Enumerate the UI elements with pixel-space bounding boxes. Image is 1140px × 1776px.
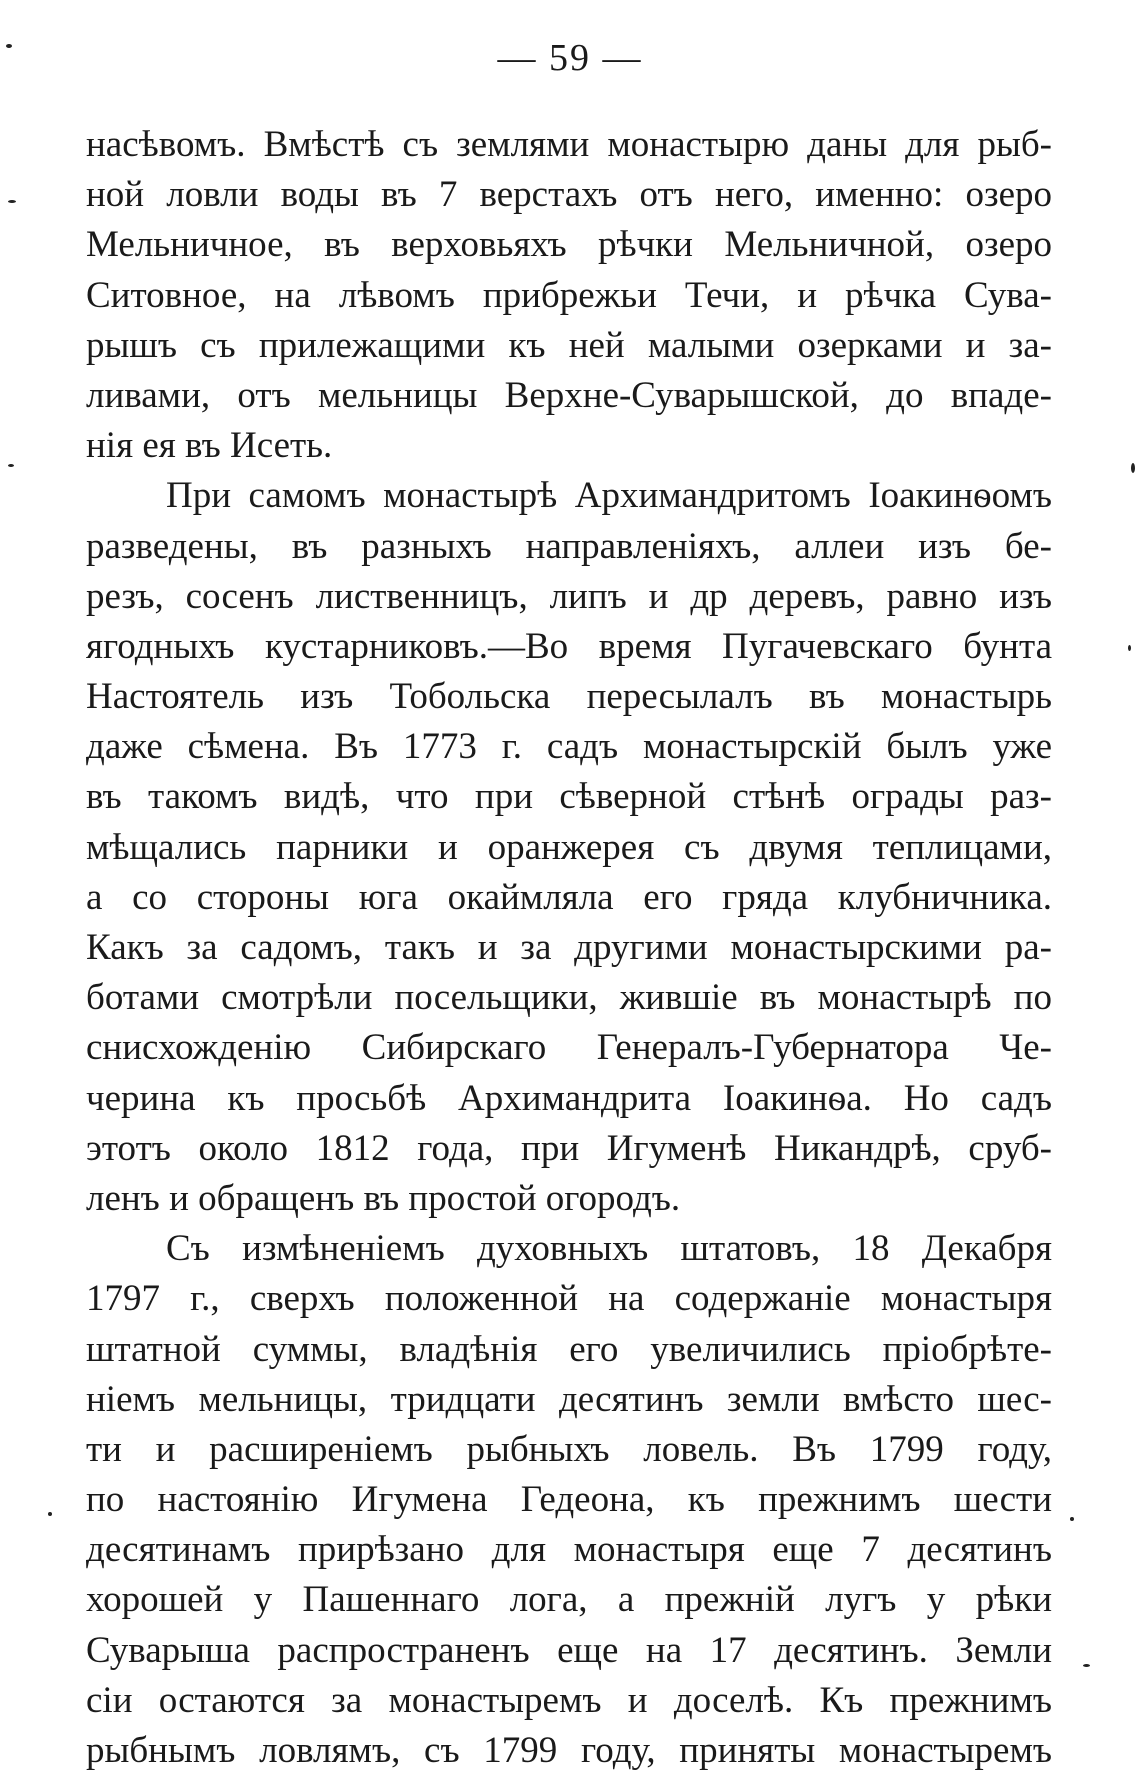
text-line: Суварыша распространенъ еще на 17 десятинъ. Земли <box>86 1629 1052 1671</box>
text-line: мѣщались парники и оранжерея съ двумя теплицами, <box>86 826 1052 868</box>
text-line: хорошей у Пашеннаго лога, а прежній лугъ у рѣки <box>86 1579 1052 1621</box>
scan-speck <box>8 200 16 203</box>
text-line: насѣвомъ. Вмѣстѣ съ землями монастырю даны для рыб- <box>86 124 1052 165</box>
text-line: десятинамъ прирѣзано для монастыря еще 7 десятинъ <box>86 1529 1052 1571</box>
scan-speck <box>6 44 12 48</box>
scan-speck <box>1131 463 1135 473</box>
text-line: штатной суммы, владѣнія его увеличились пріобрѣте- <box>86 1328 1052 1370</box>
text-line: ботами смотрѣли посельщики, жившіе въ монастырѣ по <box>86 977 1052 1019</box>
text-line: даже сѣмена. Въ 1773 г. садъ монастырскій былъ уже <box>86 726 1052 768</box>
paragraph-1 <box>86 120 1052 471</box>
text-line: по настоянію Игумена Гедеона, къ прежнимъ шести <box>86 1479 1052 1521</box>
paragraph-3 <box>86 1224 1052 1776</box>
text-line: разведены, въ разныхъ направленіяхъ, аллеи изъ бе- <box>86 525 1052 567</box>
text-line: Ситовное, на лѣвомъ прибрежьи Течи, и рѣчка Сува- <box>86 274 1052 316</box>
text-line: При самомъ монастырѣ Архимандритомъ Іоакинѳомъ <box>166 475 1052 517</box>
text-line: черина къ просьбѣ Архимандрита Іоакинѳа. Но садъ <box>86 1077 1052 1119</box>
text-line: рыбнымъ ловлямъ, съ 1799 году, приняты монастыремъ <box>86 1730 1052 1771</box>
scan-speck <box>48 1512 52 1516</box>
text-line: Съ измѣненіемъ духовныхъ штатовъ, 18 Декабря <box>166 1228 1052 1270</box>
paragraph-2 <box>86 471 1052 1224</box>
text-line: ягодныхъ кустарниковъ.—Во время Пугачевскаго бунта <box>86 625 1052 667</box>
text-line: Какъ за садомъ, такъ и за другими монастырскими ра- <box>86 927 1052 968</box>
text-line: ливами, отъ мельницы Верхне-Суварышской, до впаде- <box>86 374 1052 416</box>
text-line: ти и расширеніемъ рыбныхъ ловель. Въ 1799 году, <box>86 1428 1052 1470</box>
text-line: въ такомъ видѣ, что при сѣверной стѣнѣ ограды раз- <box>86 776 1052 818</box>
text-line: рышъ съ прилежащими къ ней малыми озерками и за- <box>86 324 1052 366</box>
text-line: нія ея въ Исеть. <box>86 425 333 467</box>
text-line: сіи остаются за монастыремъ и доселѣ. Къ прежнимъ <box>86 1679 1052 1721</box>
text-line: ленъ и обращенъ въ простой огородъ. <box>86 1177 681 1219</box>
text-body <box>86 120 1052 1776</box>
scan-speck <box>8 464 14 467</box>
text-line: ной ловли воды въ 7 верстахъ отъ него, именно: озеро <box>86 174 1052 216</box>
text-line: резъ, сосенъ лиственницъ, липъ и др деревъ, равно изъ <box>86 575 1052 617</box>
text-line: этотъ около 1812 года, при Игуменѣ Никандрѣ, сруб- <box>86 1127 1052 1169</box>
scan-speck <box>1128 645 1131 651</box>
text-line: снисхожденію Сибирскаго Генералъ-Губернатора Че- <box>86 1027 1052 1069</box>
text-line: Мельничное, въ верховьяхъ рѣчки Мельничной, озеро <box>86 224 1052 266</box>
text-line: 1797 г., сверхъ положенной на содержаніе монастыря <box>86 1278 1052 1320</box>
scan-speck <box>1070 1517 1074 1521</box>
page-number: — 59 — <box>497 37 643 79</box>
scan-speck <box>1083 1664 1090 1667</box>
text-line: Настоятель изъ Тобольска пересылалъ въ монастырь <box>86 676 1052 718</box>
text-line: ніемъ мельницы, тридцати десятинъ земли вмѣсто шес- <box>86 1378 1052 1420</box>
text-line: а со стороны юга окаймляла его гряда клубничника. <box>86 876 1052 918</box>
